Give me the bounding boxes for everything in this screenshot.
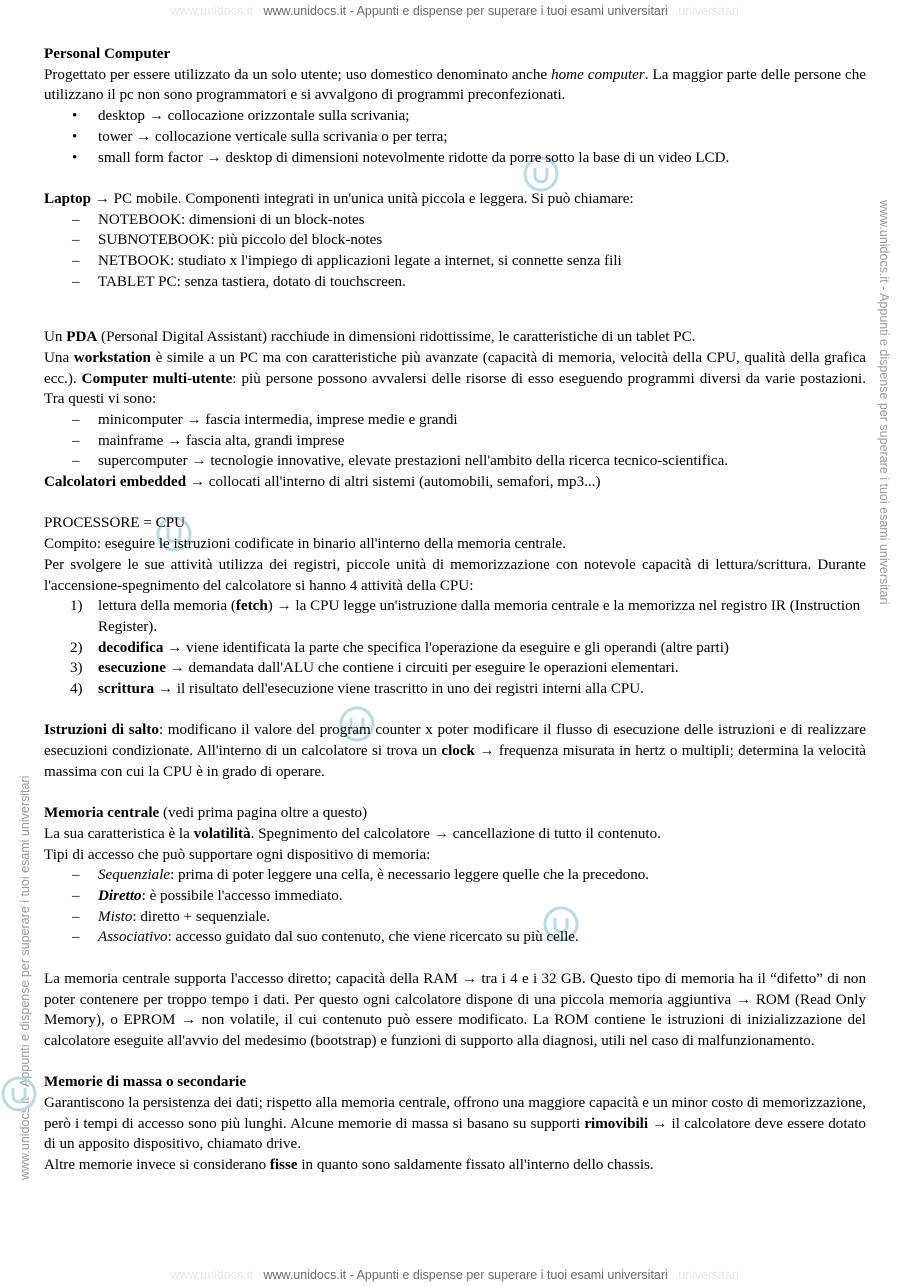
laptop-types-list: [44, 210, 866, 293]
list-item: – minicomputer → fascia intermedia, imprese medie e grandi: [44, 410, 866, 431]
fixed-storage-line: Altre memorie invece si considerano fisse in quanto sono saldamente fissato all'interno dello chassis.: [44, 1157, 654, 1174]
list-item: – Misto: diretto + sequenziale.: [44, 907, 866, 928]
cpu-line-1: Compito: eseguire le istruzioni codificate in binario all'interno della memoria centrale.: [44, 536, 567, 553]
volatility-line: La sua caratteristica è la volatilità. Spegnimento del calcolatore → cancellazione di tutto il contenuto.: [44, 825, 661, 842]
list-item: 1) lettura della memoria (fetch) → la CPU legge un'istruzione dalla memoria centrale e la memorizza nel registro IR (Instruction Register).: [70, 598, 861, 635]
list-item: – Sequenziale: prima di poter leggere una cella, è necessario leggere quelle che la precedono.: [44, 865, 866, 886]
section-heading-laptop: Laptop: [44, 190, 91, 207]
laptop-paragraph: Laptop → PC mobile. Componenti integrati in un'unica unità piccola e leggera. Si può chiamare:: [44, 190, 634, 207]
list-item: – supercomputer → tecnologie innovative, elevate prestazioni nell'ambito della ricerca tecnico-scientifica.: [44, 451, 866, 472]
list-item: • desktop → collocazione orizzontale sulla scrivania;: [44, 106, 866, 127]
section-heading-cpu: PROCESSORE = CPU: [44, 515, 186, 532]
workstation-paragraph: Una workstation è simile a un PC ma con caratteristiche più avanzate (capacità di memoria, velocità della CPU, qualità della grafica ecc.). Computer multi-utente: più persone possono avvalersi delle risorse di esso eseguendo programmi diversi da varie postazioni. Tra questi vi sono:: [44, 349, 867, 408]
unidocs-logo-icon: [0, 1075, 38, 1113]
pda-paragraph: Un PDA (Personal Digital Assistant) racchiude in dimensioni ridottissime, le caratteristiche di un tablet PC.: [44, 329, 696, 346]
cpu-line-2: Per svolgere le sue attività utilizza dei registri, piccole unità di memorizzazione con notevole capacità di lettura/scrittura. Durante l'accensione-spegnimento del calcolatore si hanno 4 attività della CPU:: [44, 556, 866, 594]
embedded-paragraph: Calcolatori embedded → collocati all'interno di altri sistemi (automobili, semafori, mp3...): [44, 474, 601, 491]
watermark-header: [0, 4, 909, 18]
list-item: 4) scrittura → il risultato dell'esecuzione viene trascritto in uno dei registri interni alla CPU.: [70, 681, 644, 698]
watermark-side-right: www.unidocs.it - Appunti e dispense per superare i tuoi esami universitari: [877, 200, 891, 605]
list-item: – Diretto: è possibile l'accesso immediato.: [44, 886, 866, 907]
list-item: – Associativo: accesso guidato dal suo contenuto, che viene ricercato su più celle.: [44, 927, 866, 948]
multiuser-list: [44, 410, 866, 472]
access-types-intro: Tipi di accesso che può supportare ogni dispositivo di memoria:: [44, 846, 431, 863]
list-item: – SUBNOTEBOOK: più piccolo del block-notes: [44, 230, 866, 251]
watermark-footer: [0, 1268, 909, 1282]
jump-instructions-paragraph: Istruzioni di salto: modificano il valore del program counter x poter modificare il flusso di esecuzione delle istruzioni e di realizzare esecuzioni condizionate. All'interno di un calcolatore si trova un clock → frequenza misurata in hertz o multipli; determina la velocità massima con cui la CPU è in grado di operare.: [44, 722, 866, 780]
mass-storage-paragraph: Garantiscono la persistenza dei dati; rispetto alla memoria centrale, offrono una maggiore capacità e un minor costo di memorizzazione, però i tempi di accesso sono più lunghi. Alcune memorie di massa si basano su supporti rimovibili → il calcolatore deve essere dotato di un apposito dispositivo, chiamato drive.: [44, 1095, 867, 1153]
watermark-text: Appunti e dispense per superare i tuoi esami universitari: [356, 1268, 668, 1282]
watermark-prefix: www.unidocs.it -: [263, 4, 357, 18]
section-heading-pc: Personal Computer: [44, 46, 171, 62]
watermark-text: Appunti e dispense per superare i tuoi esami universitari: [356, 4, 668, 18]
list-item: – TABLET PC: senza tastiera, dotato di touchscreen.: [44, 272, 866, 293]
watermark-faint-right: universitari: [678, 4, 739, 18]
ram-rom-paragraph: La memoria centrale supporta l'accesso diretto; capacità della RAM → tra i 4 e i 32 GB. Questo tipo di memoria ha il “difetto” di non poter contenere per troppo tempo i dati. Per questo ogni calcolatore dispone di una piccola memoria aggiuntiva → ROM (Read Only Memory), o EPROM → non volatile, il cui contenuto può essere modificato. La ROM contiene le istruzioni di inizializzazione del calcolatore eseguite all'avvio del medesimo (bootstrap) e funzioni di supporto alla diagnosi, utili nel caso di malfunzionamento.: [44, 970, 866, 1049]
watermark-side-left: www.unidocs.it - Appunti e dispense per superare i tuoi esami universitari: [18, 775, 32, 1180]
list-item: – NETBOOK: studiato x l'impiego di applicazioni legate a internet, si connette senza fili: [44, 251, 866, 272]
list-item: • tower → collocazione verticale sulla scrivania o per terra;: [44, 127, 866, 148]
watermark-faint-right: universitari: [678, 1268, 739, 1282]
list-item: – NOTEBOOK: dimensioni di un block-notes: [44, 210, 866, 231]
section-heading-mass-storage: Memorie di massa o secondarie: [44, 1074, 247, 1091]
pc-types-list: [44, 106, 866, 168]
list-item: 3) esecuzione → demandata dall'ALU che contiene i circuiti per eseguire le operazioni elementari.: [70, 660, 679, 677]
access-types-list: [44, 865, 866, 948]
document-body: [44, 44, 866, 1176]
list-item: – mainframe → fascia alta, grandi imprese: [44, 431, 866, 452]
list-item: 2) decodifica → viene identificata la parte che specifica l'operazione da eseguire e gli operandi (altre parti): [70, 639, 729, 656]
pc-intro: Progettato per essere utilizzato da un solo utente; uso domestico denominato anche home computer. La maggior parte delle persone che utilizzano il pc non sono programmatori e si avvalgono di programmi preconfezionati.: [44, 66, 866, 104]
watermark-faint-left: www.unidocs.it: [170, 4, 254, 18]
cpu-steps-list: [44, 596, 866, 700]
list-item: • small form factor → desktop di dimensioni notevolmente ridotte da porre sotto la base di un video LCD.: [44, 148, 866, 169]
watermark-prefix: www.unidocs.it -: [263, 1268, 357, 1282]
watermark-faint-left: www.unidocs.it: [170, 1268, 254, 1282]
section-heading-memory: Memoria centrale (vedi prima pagina oltre a questo): [44, 805, 368, 822]
